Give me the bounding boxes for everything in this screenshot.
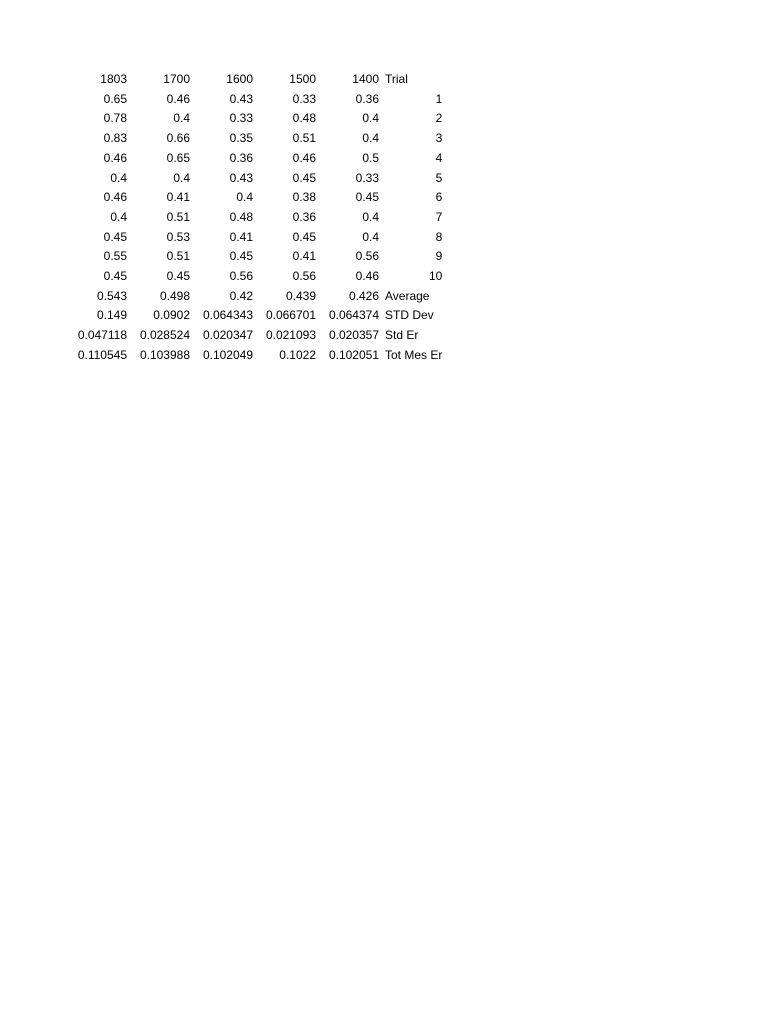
table-cell[interactable]: 0.45 bbox=[292, 229, 316, 244]
table-cell[interactable]: 0.543 bbox=[96, 288, 127, 303]
table-row bbox=[67, 129, 445, 149]
header-row bbox=[67, 70, 445, 90]
table-cell[interactable]: 0.36 bbox=[292, 209, 316, 224]
table-cell[interactable]: 0.426 bbox=[348, 288, 379, 303]
table-cell[interactable]: 0.51 bbox=[166, 249, 190, 264]
trial-number-cell[interactable]: 9 bbox=[435, 249, 443, 264]
table-cell[interactable]: 0.46 bbox=[166, 91, 190, 106]
table-cell[interactable]: 0.51 bbox=[292, 131, 316, 146]
header-cell-1600[interactable]: 1600 bbox=[226, 72, 253, 86]
trial-number-cell[interactable]: 7 bbox=[435, 209, 443, 224]
table-cell[interactable]: 0.46 bbox=[103, 190, 127, 205]
table-row bbox=[67, 228, 445, 248]
table-cell[interactable]: 0.45 bbox=[166, 269, 190, 284]
table-cell[interactable]: 0.45 bbox=[292, 170, 316, 185]
table-cell[interactable]: 0.56 bbox=[355, 249, 379, 264]
trial-number-cell[interactable]: 5 bbox=[435, 170, 443, 185]
trial-number-cell[interactable]: 8 bbox=[435, 229, 443, 244]
table-cell[interactable]: 0.65 bbox=[103, 91, 127, 106]
table-cell[interactable]: 0.4 bbox=[236, 190, 253, 205]
table-row bbox=[67, 109, 445, 129]
table-cell[interactable]: 0.4 bbox=[362, 131, 379, 146]
table-cell[interactable]: 0.43 bbox=[229, 170, 253, 185]
header-cell-1803[interactable]: 1803 bbox=[100, 72, 127, 86]
table-cell[interactable]: 0.4 bbox=[110, 170, 127, 185]
table-cell[interactable]: 0.439 bbox=[285, 288, 316, 303]
table-cell[interactable]: 0.41 bbox=[229, 229, 253, 244]
table-cell[interactable]: 0.41 bbox=[166, 190, 190, 205]
table-cell[interactable]: 0.33 bbox=[292, 91, 316, 106]
table-row bbox=[67, 287, 445, 307]
table-cell[interactable]: 0.38 bbox=[292, 190, 316, 205]
table-cell[interactable]: 0.56 bbox=[229, 269, 253, 284]
table-cell[interactable]: 0.66 bbox=[166, 131, 190, 146]
table-cell[interactable]: 0.33 bbox=[355, 170, 379, 185]
table-cell[interactable]: 0.102051 bbox=[328, 347, 379, 362]
table-cell[interactable]: 0.33 bbox=[229, 111, 253, 126]
table-row bbox=[67, 90, 445, 110]
table-row bbox=[67, 247, 445, 267]
table-cell[interactable]: 0.0902 bbox=[153, 308, 190, 323]
table-cell[interactable]: 0.4 bbox=[173, 170, 190, 185]
table-cell[interactable]: 0.4 bbox=[173, 111, 190, 126]
table-cell[interactable]: 0.020357 bbox=[328, 328, 379, 343]
table-cell[interactable]: 0.021093 bbox=[265, 328, 316, 343]
trial-number-cell[interactable]: 2 bbox=[435, 111, 443, 126]
table-cell[interactable]: 0.498 bbox=[159, 288, 190, 303]
table-cell[interactable]: 0.56 bbox=[292, 269, 316, 284]
trial-number-cell[interactable]: 10 bbox=[429, 269, 443, 284]
table-cell[interactable]: 0.48 bbox=[229, 209, 253, 224]
table-cell[interactable]: 0.46 bbox=[103, 150, 127, 165]
table-cell[interactable]: 0.35 bbox=[229, 131, 253, 146]
table-cell[interactable]: 0.41 bbox=[292, 249, 316, 264]
table-cell[interactable]: 0.1022 bbox=[279, 347, 316, 362]
table-cell[interactable]: 0.45 bbox=[229, 249, 253, 264]
trial-number-cell[interactable]: 4 bbox=[435, 150, 443, 165]
table-cell[interactable]: 0.110545 bbox=[77, 347, 127, 362]
table-cell[interactable]: 0.46 bbox=[355, 269, 379, 284]
table-cell[interactable]: 0.4 bbox=[362, 229, 379, 244]
trial-number-cell[interactable]: 3 bbox=[435, 131, 443, 146]
table-cell[interactable]: 0.42 bbox=[229, 288, 253, 303]
trial-number-cell[interactable]: 1 bbox=[435, 91, 443, 106]
table-row bbox=[67, 346, 445, 366]
table-row bbox=[67, 169, 445, 189]
header-cell-1700[interactable]: 1700 bbox=[163, 72, 190, 86]
table-cell[interactable]: 0.53 bbox=[166, 229, 190, 244]
table-cell[interactable]: 0.43 bbox=[229, 91, 253, 106]
table-cell[interactable]: 0.78 bbox=[103, 111, 127, 126]
table-row bbox=[67, 326, 445, 346]
table-cell[interactable]: 0.51 bbox=[166, 209, 190, 224]
table-cell[interactable]: 0.45 bbox=[103, 269, 127, 284]
table-row bbox=[67, 149, 445, 169]
table-row bbox=[67, 188, 445, 208]
table-cell[interactable]: 0.65 bbox=[166, 150, 190, 165]
data-table bbox=[67, 70, 445, 366]
table-cell[interactable]: 0.047118 bbox=[77, 328, 127, 343]
table-cell[interactable]: 0.45 bbox=[103, 229, 127, 244]
table-cell[interactable]: 0.020347 bbox=[202, 328, 253, 343]
table-cell[interactable]: 0.55 bbox=[103, 249, 127, 264]
table-cell[interactable]: 0.5 bbox=[362, 150, 379, 165]
table-row bbox=[67, 267, 445, 287]
table-cell[interactable]: 0.45 bbox=[355, 190, 379, 205]
table-cell[interactable]: 0.46 bbox=[292, 150, 316, 165]
table-row bbox=[67, 306, 445, 326]
table-cell[interactable]: 0.36 bbox=[355, 91, 379, 106]
table-cell[interactable]: 0.83 bbox=[103, 131, 127, 146]
table-cell[interactable]: 0.36 bbox=[229, 150, 253, 165]
table-cell[interactable]: 0.4 bbox=[110, 209, 127, 224]
header-cell-trial[interactable]: Trial bbox=[385, 72, 408, 86]
table-cell[interactable]: 0.028524 bbox=[139, 328, 190, 343]
table-cell[interactable]: 0.064343 bbox=[202, 308, 253, 323]
table-cell[interactable]: 0.4 bbox=[362, 209, 379, 224]
table-body bbox=[67, 70, 445, 366]
table-cell[interactable]: 0.102049 bbox=[202, 347, 253, 362]
row-label-cell[interactable]: STD Dev bbox=[385, 308, 434, 323]
table-cell[interactable]: 0.4 bbox=[362, 111, 379, 126]
table-cell[interactable]: 0.064374 bbox=[328, 308, 379, 323]
header-cell-1400[interactable]: 1400 bbox=[352, 72, 379, 86]
row-label-cell[interactable]: Average bbox=[385, 288, 430, 303]
table-cell[interactable]: 0.103988 bbox=[139, 347, 190, 362]
table-cell[interactable]: 0.149 bbox=[96, 308, 127, 323]
header-cell-1500[interactable]: 1500 bbox=[289, 72, 316, 86]
table-cell[interactable]: 0.48 bbox=[292, 111, 316, 126]
trial-number-cell[interactable]: 6 bbox=[435, 190, 443, 205]
table-row bbox=[67, 208, 445, 228]
row-label-cell[interactable]: Std Er bbox=[385, 328, 419, 343]
table-cell[interactable]: 0.066701 bbox=[265, 308, 316, 323]
row-label-cell[interactable]: Tot Mes Er bbox=[385, 347, 443, 362]
